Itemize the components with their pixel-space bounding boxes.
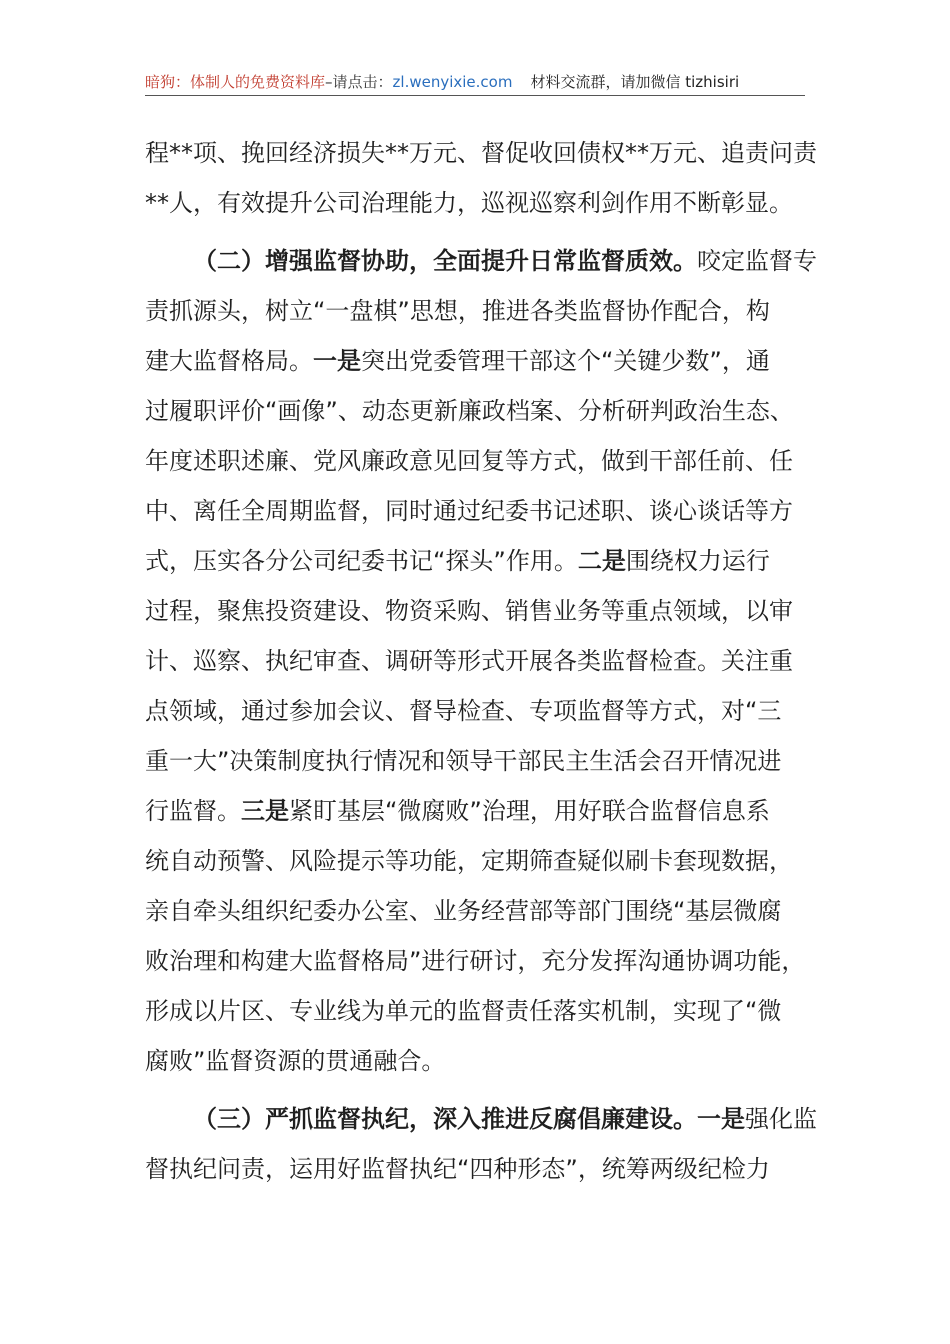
text-line: **人，有效提升公司治理能力，巡视巡察利剑作用不断彰显。 [145,189,793,217]
section-heading-2: （二）增强监督协助，全面提升日常监督质效。 [193,247,697,275]
text-line: 统自动预警、风险提示等功能，定期筛查疑似刷卡套现数据， [145,847,793,875]
text-line: 责抓源头，树立“一盘棋”思想，推进各类监督协作配合，构 [145,297,770,325]
text-line: 计、巡察、执纪审查、调研等形式开展各类监督检查。关注重 [145,647,793,675]
document-body [145,128,817,1194]
header-divider [145,95,805,96]
text-line: 年度述职述廉、党风廉政意见回复等方式，做到干部任前、任 [145,447,793,475]
text-line: 点领域，通过参加会议、督导检查、专项监督等方式，对“三 [145,697,782,725]
text-line [145,786,810,836]
section-heading-3: （三）严抓监督执纪，深入推进反腐倡廉建设。 [193,1105,697,1133]
section-heading-line [145,1094,817,1144]
text-span: 突出党委管理干部这个“关键少数”，通 [361,347,770,375]
text-line [145,336,810,386]
header-url-link[interactable]: zl.wenyixie.com [392,73,513,91]
bold-marker: 三是 [241,797,289,825]
header-brand: 暗狗：体制人的免费资料库 [145,73,326,91]
header-click-prefix: –请点击： [325,73,393,91]
text-line: 亲自牵头组织纪委办公室、业务经营部等部门围绕“基层微腐 [145,897,782,925]
paragraph-2 [145,236,817,1086]
text-span: 行监督。 [145,797,241,825]
text-line [145,536,810,586]
text-line: 督执纪问责，运用好监督执纪“四种形态”，统筹两级纪检力 [145,1155,770,1183]
text-span: 建大监督格局。 [145,347,313,375]
paragraph-1 [145,128,817,228]
text-line: 过履职评价“画像”、动态更新廉政档案、分析研判政治生态、 [145,397,794,425]
page-header [145,70,805,94]
text-line: 重一大”决策制度执行情况和领导干部民主生活会召开情况进 [145,747,782,775]
paragraph-3 [145,1094,817,1194]
text-line: 中、离任全周期监督，同时通过纪委书记述职、谈心谈话等方 [145,497,793,525]
text-line: 程**项、挽回经济损失**万元、督促收回债权**万元、追责问责 [145,139,817,167]
bold-marker: 一是 [697,1105,745,1133]
text-line: 腐败”监督资源的贯通融合。 [145,1047,446,1075]
header-group-text: 材料交流群，请加微信 tizhisiri [530,73,740,91]
text-span: 咬定监督专 [697,247,817,275]
text-line: 败治理和构建大监督格局”进行研讨，充分发挥沟通协调功能， [145,947,806,975]
text-span: 围绕权力运行 [625,547,770,575]
section-heading-line [145,236,817,286]
bold-marker: 一是 [313,347,361,375]
text-line: 过程，聚焦投资建设、物资采购、销售业务等重点领域，以审 [145,597,793,625]
bold-marker: 二是 [577,547,626,575]
text-span: 紧盯基层“微腐败”治理，用好联合监督信息系 [289,797,770,825]
text-span: 强化监 [745,1105,817,1133]
text-line: 形成以片区、专业线为单元的监督责任落实机制，实现了“微 [145,997,782,1025]
text-span: 式，压实各分公司纪委书记“探头”作用。 [145,547,578,575]
